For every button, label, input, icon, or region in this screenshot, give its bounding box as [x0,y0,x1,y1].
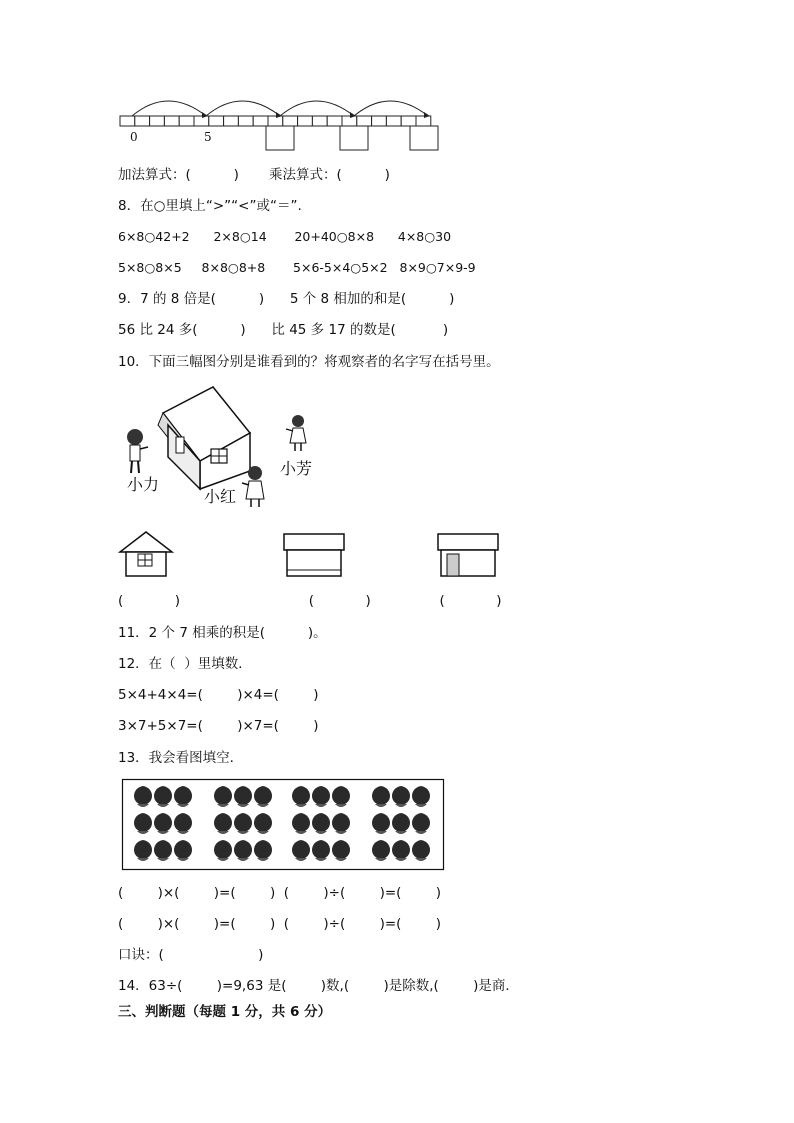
number-line-cell [150,116,165,126]
q9-row1: 9．7 的 8 倍是( ) 5 个 8 相加的和是( ) [118,291,455,307]
jump-arc-2 [206,101,280,116]
q10-title: 10．下面三幅图分别是谁看到的？将观察者的名字写在括号里。 [118,354,500,370]
number-line-cell [401,116,416,126]
q12-title: 12．在（ ）里填数． [118,656,252,672]
name-xiaohong: 小红 [204,487,237,506]
q14-text: 14．63÷( )=9,63 是( )数,( )是除数,( )是商． [118,978,519,994]
q10-answer-brackets[interactable]: ( ) ( ) ( ) [118,593,502,609]
number-line-cell [268,116,283,126]
q11-text: 11．2 个 7 相乘的积是( )。 [118,625,327,641]
answer-box-3[interactable] [410,126,438,150]
number-line-cells [120,116,431,126]
number-line-cell [209,116,224,126]
q13-row2: ( )×( )=( ) ( )÷( )=( ) [118,916,442,932]
number-line-cell [357,116,372,126]
number-line-cell [164,116,179,126]
number-line-cell [253,116,268,126]
tick-label-5: 5 [204,130,212,144]
number-line-cell [283,116,298,126]
q13-koujue: 口诀：( ) [118,947,264,963]
q8-row1: 6×8○42+2 2×8○14 20+40○8×8 4×8○30 [118,229,452,244]
number-line-cell [372,116,387,126]
number-line-cell [342,116,357,126]
q13-title: 13．我会看图填空． [118,750,244,766]
q12-row2: 3×7+5×7=( )×7=( ) [118,718,319,734]
number-line-cell [298,116,313,126]
answer-box-2[interactable] [340,126,368,150]
q8-row2: 5×8○8×5 8×8○8+8 5×6-5×4○5×2 8×9○7×9-9 [118,260,476,275]
view-1-house [120,530,172,578]
q13-row1: ( )×( )=( ) ( )÷( )=( ) [118,885,442,901]
number-line-cell [135,116,150,126]
number-line-figure [118,104,448,144]
view-2-house [283,532,345,578]
number-line-cell [120,116,135,126]
jump-arc-4 [354,101,428,116]
q8-title: 8．在○里填上“>”“<”或“＝”. [118,198,302,214]
peach-picture [122,779,444,871]
number-line-cell [238,116,253,126]
name-xiaofang: 小芳 [280,459,313,478]
number-line-cell [416,116,431,126]
number-line-cell [327,116,342,126]
number-line-cell [312,116,327,126]
boy-figure [127,429,148,473]
number-line-cell [194,116,209,126]
addition-multiplication-line: 加法算式：( ) 乘法算式：( ) [118,167,390,183]
number-line-cell [386,116,401,126]
number-line-cell [179,116,194,126]
answer-box-1[interactable] [266,126,294,150]
jump-arc-1 [132,101,206,116]
section-3-title: 三、判断题（每题 1 分，共 6 分） [118,1004,332,1020]
view-3-house [437,532,499,578]
house-door [176,437,184,453]
tick-label-0: 0 [130,130,138,144]
q12-row1: 5×4+4×4=( )×4=( ) [118,687,319,703]
name-xiaoli: 小力 [127,475,160,494]
girl-figure-side [286,415,306,451]
number-line-cell [224,116,239,126]
q9-row2: 56 比 24 多( ) 比 45 多 17 的数是( ) [118,322,449,338]
jump-arc-3 [280,101,354,116]
